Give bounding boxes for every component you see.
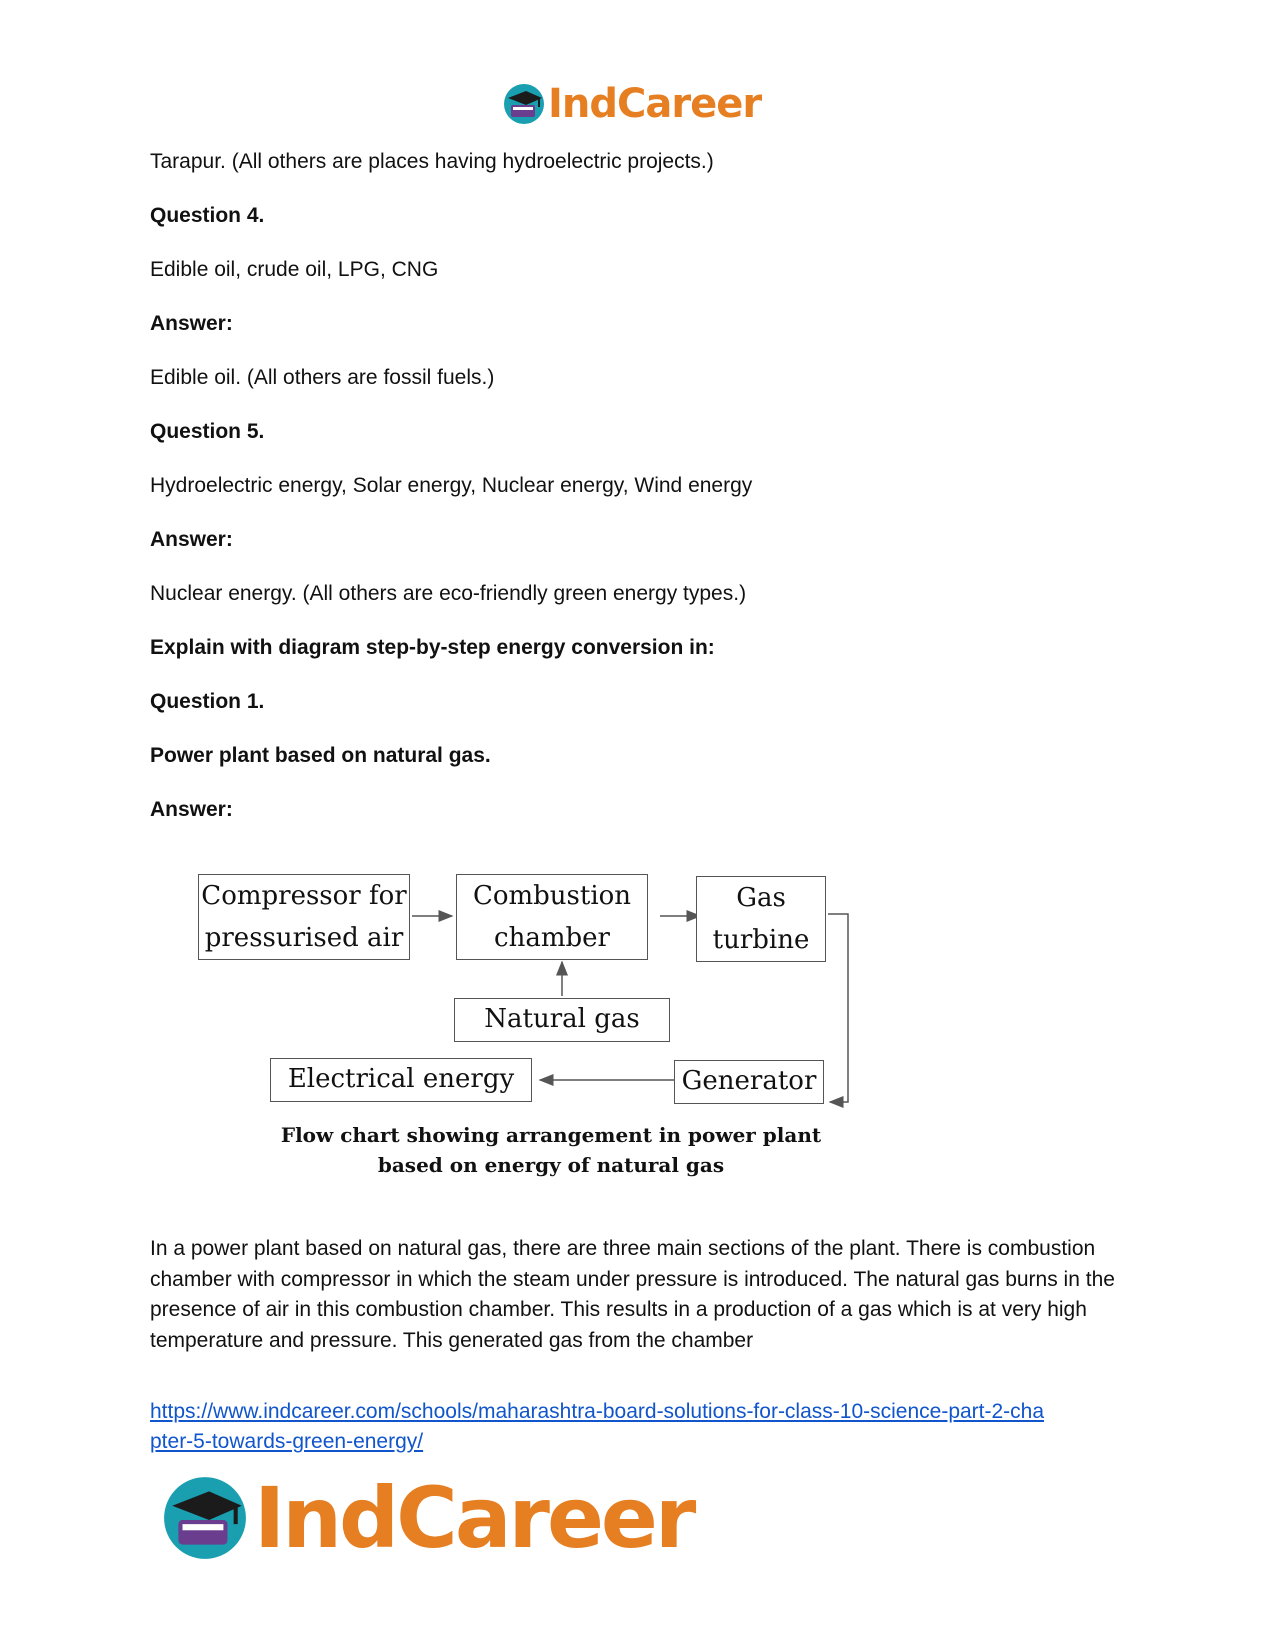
turbine-label-line1: Gas (736, 883, 786, 913)
explanation-text: In a power plant based on natural gas, there are three main sections of the plant. There is combustion chamber with compressor in which the steam under pressure is introduced. The natural gas burns in the presence of air in this combustion chamber. This results in a production of a gas which is at very high temperature and pressure. This generated gas from the chamber (150, 1237, 1115, 1352)
diagram-caption (276, 1120, 826, 1180)
caption-line2: based on energy of natural gas (377, 1153, 725, 1177)
logo-wordmark: IndCareer (548, 81, 762, 127)
question-5-answer: Nuclear energy. (All others are eco-friendly green energy types.) (150, 582, 747, 605)
electrical-energy-box: Electrical energy (270, 1058, 532, 1102)
question-5-answer-label: Answer: (150, 528, 233, 551)
indcareer-logo-top (502, 80, 761, 128)
question-4-text: Edible oil, crude oil, LPG, CNG (150, 258, 439, 281)
question-1-text: Power plant based on natural gas. (150, 744, 491, 767)
text-line-tarapur: Tarapur. (All others are places having hydroelectric projects.) (150, 150, 714, 173)
flow-chart-diagram (190, 872, 870, 1202)
generator-box: Generator (674, 1060, 824, 1104)
combustion-chamber-box (456, 874, 648, 960)
gas-turbine-box (696, 876, 826, 962)
natural-gas-box: Natural gas (454, 998, 670, 1042)
question-4-answer: Edible oil. (All others are fossil fuels.) (150, 366, 495, 389)
source-link[interactable] (150, 1397, 1130, 1457)
question-1-heading: Question 1. (150, 690, 265, 713)
question-4-heading: Question 4. (150, 204, 265, 227)
section-heading: Explain with diagram step-by-step energy conversion in: (150, 636, 715, 659)
source-link-line2[interactable]: pter-5-towards-green-energy/ (150, 1430, 424, 1453)
question-4-answer-label: Answer: (150, 312, 233, 335)
question-5-heading: Question 5. (150, 420, 265, 443)
combustion-label-line1: Combustion (472, 881, 632, 911)
question-5-text: Hydroelectric energy, Solar energy, Nuclear energy, Wind energy (150, 474, 753, 497)
source-link-line1[interactable]: https://www.indcareer.com/schools/maharashtra-board-solutions-for-class-10-science-part-2-cha (150, 1400, 1045, 1423)
question-1-answer-label: Answer: (150, 798, 233, 821)
compressor-box (198, 874, 410, 960)
indcareer-logo-bottom (160, 1468, 693, 1568)
graduation-cap-book-icon (160, 1473, 250, 1563)
caption-line1: Flow chart showing arrangement in power plant (280, 1123, 822, 1147)
graduation-cap-book-icon (502, 82, 546, 126)
turbine-label-line2: turbine (712, 925, 810, 955)
arrow-turbine-to-generator (828, 914, 848, 1102)
combustion-label-line2: chamber (494, 923, 610, 953)
compressor-label-line2: pressurised air (204, 923, 404, 953)
explanation-paragraph (150, 1234, 1130, 1356)
logo-wordmark: IndCareer (254, 1469, 694, 1567)
compressor-label-line1: Compressor for (201, 881, 407, 911)
